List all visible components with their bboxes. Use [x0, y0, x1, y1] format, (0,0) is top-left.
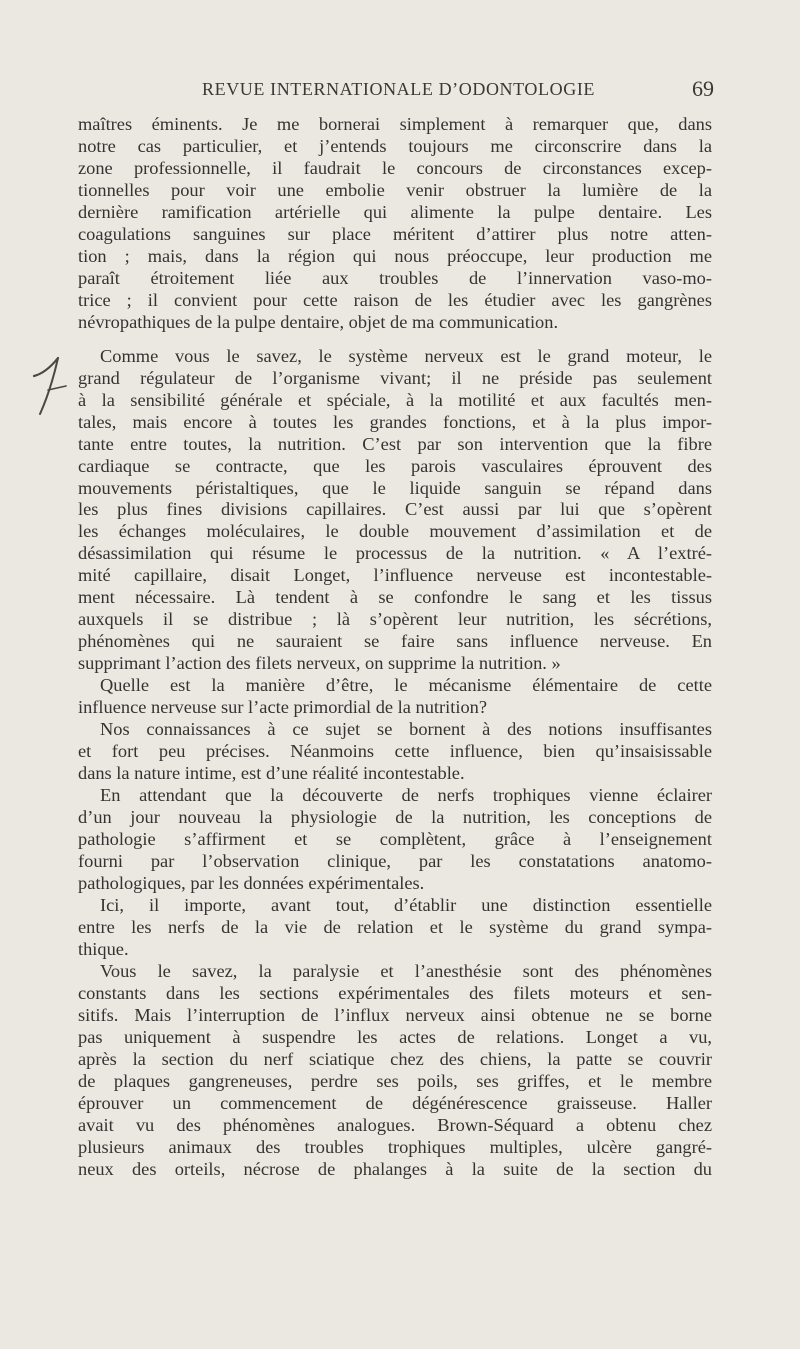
text-line: Comme vous le savez, le système nerveux est le grand moteur, le	[100, 345, 712, 366]
text-line: zone professionnelle, il faudrait le concours de circonstances excep-	[78, 157, 712, 178]
text-line: thique.	[78, 938, 129, 959]
text-line: d’un jour nouveau la physiologie de la nutrition, les conceptions de	[78, 807, 712, 828]
journal-title: REVUE INTERNATIONALE D’ODONTOLOGIE	[202, 79, 596, 99]
text-line: maîtres éminents. Je me bornerai simplement à remarquer que, dans	[78, 114, 712, 134]
running-header	[78, 76, 714, 104]
text-line: mouvements péristaltiques, que le liquide sanguin se répand dans	[78, 477, 712, 498]
text-line: plusieurs animaux des troubles trophiques multiples, ulcère gangré-	[78, 1136, 712, 1157]
text-line: de plaques gangreneuses, perdre ses poils, ses griffes, et le membre	[78, 1070, 712, 1091]
text-line: neux des orteils, nécrose de phalanges à la suite de la section du	[78, 1158, 712, 1179]
text-line: désassimilation qui résume le processus de la nutrition. « A l’extré-	[78, 543, 712, 564]
text-line: Nos connaissances à ce sujet se bornent à des notions insuffisantes	[100, 719, 712, 740]
text-line: influence nerveuse sur l’acte primordial de la nutrition?	[78, 697, 488, 718]
page-number: 69	[692, 76, 714, 101]
text-line: notre cas particulier, et j’entends toujours me circonscrire dans la	[78, 135, 712, 156]
text-line: les plus fines divisions capillaires. C’est aussi par lui que s’opèrent	[78, 499, 712, 520]
text-line: entre les nerfs de la vie de relation et le système du grand sympa-	[78, 916, 712, 937]
paragraph	[78, 785, 712, 895]
text-line: trice ; il convient pour cette raison de les étudier avec les gangrènes	[78, 289, 712, 310]
text-line: cardiaque se contracte, que les parois vasculaires éprouvent des	[78, 455, 712, 476]
text-line: Vous le savez, la paralysie et l’anesthésie sont des phénomènes	[100, 960, 712, 981]
text-line: sitifs. Mais l’interruption de l’influx nerveux ainsi obtenue ne se borne	[78, 1004, 712, 1025]
text-line: éprouver un commencement de dégénérescence graisseuse. Haller	[78, 1092, 712, 1113]
paragraph	[78, 675, 712, 719]
text-line: ment nécessaire. Là tendent à se confondre le sang et les tissus	[78, 587, 712, 608]
text-line: coagulations sanguines sur place méritent d’attirer plus notre atten-	[78, 223, 712, 244]
text-line: phénomènes qui ne sauraient se faire sans influence nerveuse. En	[78, 631, 712, 652]
text-line: tion ; mais, dans la région qui nous préoccupe, leur production me	[78, 245, 712, 266]
text-line: Ici, il importe, avant tout, d’établir une distinction essentielle	[100, 894, 712, 915]
text-line: En attendant que la découverte de nerfs trophiques vienne éclairer	[100, 785, 712, 806]
handwritten-margin-cross-mark	[28, 354, 70, 418]
paragraph-spacing	[78, 334, 712, 346]
text-line: avait vu des phénomènes analogues. Brown-Séquard a obtenu chez	[78, 1114, 712, 1135]
text-line: auxquels il se distribue ; là s’opèrent leur nutrition, les sécrétions,	[78, 609, 712, 630]
text-line: supprimant l’action des filets nerveux, on supprime la nutrition. »	[78, 653, 561, 674]
paragraph	[78, 346, 712, 676]
text-line: Quelle est la manière d’être, le mécanisme élémentaire de cette	[100, 675, 712, 696]
text-line: constants dans les sections expérimentales des filets moteurs et sen-	[78, 982, 712, 1003]
text-line: à la sensibilité générale et spéciale, à la motilité et aux facultés men-	[78, 389, 712, 410]
article-body	[78, 114, 712, 1181]
text-line: pathologiques, par les données expérimentales.	[78, 872, 425, 893]
text-line: tante entre toutes, la nutrition. C’est par son intervention que la fibre	[78, 433, 712, 454]
paragraph	[78, 961, 712, 1181]
text-line: dernière ramification artérielle qui alimente la pulpe dentaire. Les	[78, 201, 712, 222]
text-line: paraît étroitement liée aux troubles de l’innervation vaso-mo-	[78, 267, 712, 288]
text-line: les échanges moléculaires, le double mouvement d’assimilation et de	[78, 521, 712, 542]
paragraph	[78, 114, 712, 334]
text-line: et fort peu précises. Néanmoins cette influence, bien qu’insaisissable	[78, 741, 712, 762]
text-line: tionnelles pour voir une embolie venir obstruer la lumière de la	[78, 179, 712, 200]
text-line: pas uniquement à suspendre les actes de relations. Longet a vu,	[78, 1026, 712, 1047]
text-line: fourni par l’observation clinique, par les constatations anatomo-	[78, 850, 712, 871]
text-line: dans la nature intime, est d’une réalité incontestable.	[78, 763, 465, 784]
text-line: mité capillaire, disait Longet, l’influence nerveuse est incontestable-	[78, 565, 712, 586]
text-line: grand régulateur de l’organisme vivant; il ne préside pas seulement	[78, 367, 712, 388]
text-line: après la section du nerf sciatique chez des chiens, la patte se couvrir	[78, 1048, 712, 1069]
paragraph	[78, 895, 712, 961]
text-line: tales, mais encore à toutes les grandes fonctions, et à la plus impor-	[78, 411, 712, 432]
text-line: pathologie s’affirment et se complètent, grâce à l’enseignement	[78, 829, 712, 849]
paragraph	[78, 719, 712, 785]
text-line: névropathiques de la pulpe dentaire, objet de ma communication.	[78, 311, 559, 332]
